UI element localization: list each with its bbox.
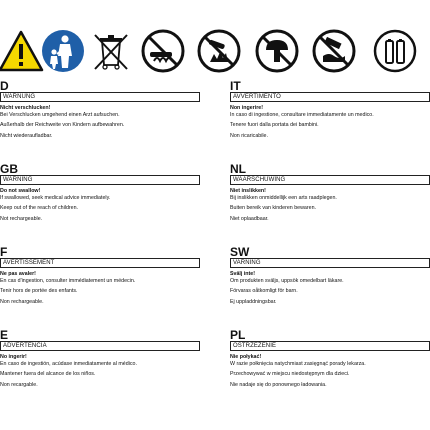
- crossed-bin-icon: [88, 28, 134, 74]
- children-advice: Tenere fuori dalla portata dei bambini.: [230, 122, 319, 128]
- headline: Svälj inte!: [230, 271, 256, 277]
- headline: Nie połykać!: [230, 354, 262, 360]
- headline: Ne pas avaler!: [0, 271, 36, 277]
- swallow-advice: Om produkten sväljs, uppsök omedelbart läkare.: [230, 277, 344, 284]
- recharge-advice: Nicht wiederaufladbar.: [0, 132, 53, 139]
- recharge-advice: Non ricaricabile.: [230, 132, 268, 139]
- language-code: F: [0, 245, 8, 259]
- section-gb: [0, 163, 200, 222]
- warning-title-bar: WAARSCHUWING: [230, 175, 430, 185]
- parental-guidance-icon: [40, 28, 86, 74]
- swallow-advice: In caso di ingestione, consultare immediatamente un medico.: [230, 111, 374, 118]
- recharge-advice: Nie nadaje się do ponownego ładowania.: [230, 381, 327, 388]
- section-f: [0, 246, 200, 305]
- warning-title-bar: AVVERTIMENTO: [230, 92, 430, 102]
- headline: No ingerir!: [0, 354, 27, 360]
- swallow-advice: W razie połknięcia natychmiast zasięgnąć porady lekarza.: [230, 360, 366, 367]
- swallow-advice: Bei Verschlucken umgehend einen Arzt aufsuchen.: [0, 111, 120, 118]
- warning-title-bar: ADVERTENCIA: [0, 341, 200, 351]
- recharge-advice: Non recargable.: [0, 381, 38, 388]
- no-fire-icon: [140, 28, 186, 74]
- swallow-advice: En cas d'ingestion, consulter immédiatement un médecin.: [0, 277, 136, 284]
- section-nl: [230, 163, 430, 222]
- no-heat-icon: [196, 28, 242, 74]
- no-puncture-icon: [254, 28, 300, 74]
- headline: Niet inslikken!: [230, 188, 266, 194]
- section-it: [230, 80, 430, 139]
- language-code: NL: [230, 162, 246, 176]
- children-advice: Förvaras oåtkomligt för barn.: [230, 288, 298, 294]
- headline: Do not swallow!: [0, 188, 41, 194]
- warning-title-bar: VARNING: [230, 258, 430, 268]
- children-advice: Tenir hors de portée des enfants.: [0, 288, 78, 294]
- children-advice: Keep out of the reach of children.: [0, 205, 79, 211]
- language-code: D: [0, 79, 9, 93]
- children-advice: Mantener fuera del alcance de los niños.: [0, 371, 96, 377]
- warning-title-bar: WARNUNG: [0, 92, 200, 102]
- children-advice: Außerhalb der Reichweite von Kindern aufbewahren.: [0, 122, 125, 128]
- language-code: E: [0, 328, 9, 342]
- section-pl: [230, 329, 430, 388]
- headline: Non ingerire!: [230, 105, 263, 111]
- swallow-advice: Bij inslikken onmiddellijk een arts raadplegen.: [230, 194, 337, 201]
- language-code: PL: [230, 328, 246, 342]
- recharge-advice: Not rechargeable.: [0, 215, 43, 222]
- children-advice: Buiten bereik van kinderen bewaren.: [230, 205, 316, 211]
- warning-title-bar: AVERTISSEMENT: [0, 258, 200, 268]
- children-advice: Przechowywać w miejscu niedostępnym dla dzieci.: [230, 371, 350, 377]
- pictogram-row: [0, 28, 430, 76]
- warning-triangle-icon: [0, 28, 44, 74]
- section-d: [0, 80, 200, 139]
- section-sw: [230, 246, 430, 305]
- language-code: IT: [230, 79, 241, 93]
- warning-title-bar: WARNING: [0, 175, 200, 185]
- recharge-advice: Non rechargeable.: [0, 298, 44, 305]
- section-e: [0, 329, 200, 388]
- headline: Nicht verschlucken!: [0, 105, 51, 111]
- language-code: GB: [0, 162, 18, 176]
- language-code: SW: [230, 245, 250, 259]
- batteries-icon: [372, 28, 418, 74]
- swallow-advice: En caso de ingestión, acúdase inmediatamente al médico.: [0, 360, 137, 367]
- swallow-advice: If swallowed, seek medical advice immediately.: [0, 194, 111, 201]
- recharge-advice: Niet oplaadbaar.: [230, 215, 269, 222]
- recharge-advice: Ej uppladdningsbar.: [230, 298, 277, 305]
- warning-title-bar: OSTRZEŻENIE: [230, 341, 430, 351]
- no-water-icon: [311, 28, 357, 74]
